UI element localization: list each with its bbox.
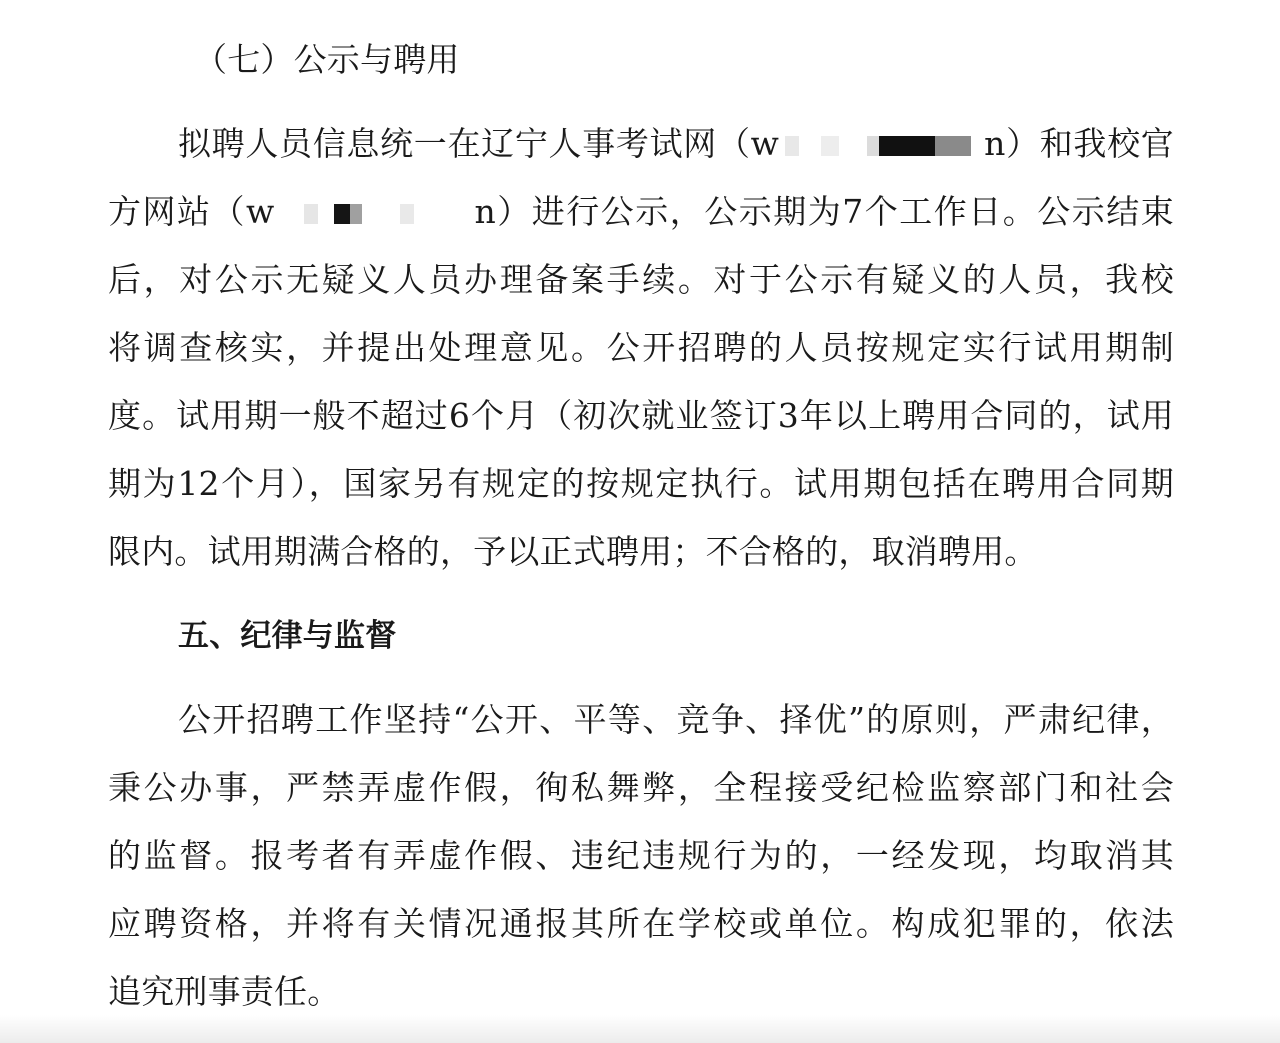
paragraph-1-line-1: 拟聘人员信息统一在辽宁人事考试网（w n）和我校官 (178, 124, 1175, 163)
paragraph-1-line-6: 期为12个月），国家另有规定的按规定执行。试用期包括在聘用合同期 (108, 464, 1174, 503)
paragraph-1-line-3: 后，对公示无疑义人员办理备案手续。对于公示有疑义的人员，我校 (108, 260, 1174, 299)
bottom-edge-shadow (0, 1015, 1280, 1043)
redacted-url-1: w n (750, 124, 1006, 163)
paragraph-2-line-2: 秉公办事，严禁弄虚作假，徇私舞弊，全程接受纪检监察部门和社会 (108, 768, 1174, 807)
section-subtitle: （七）公示与聘用 (194, 40, 460, 79)
paragraph-2-line-3: 的监督。报考者有弄虚作假、违纪违规行为的，一经发现，均取消其 (108, 836, 1174, 875)
paragraph-1-line-7: 限内。试用期满合格的，予以正式聘用；不合格的，取消聘用。 (108, 532, 1038, 571)
paragraph-2-line-4: 应聘资格，并将有关情况通报其所在学校或单位。构成犯罪的，依法 (108, 904, 1174, 943)
redaction-block (274, 204, 474, 224)
paragraph-1-line-4: 将调查核实，并提出处理意见。公开招聘的人员按规定实行试用期制 (108, 328, 1174, 367)
paragraph-1-line-2: 方网站（w n）进行公示，公示期为7个工作日。公示结束 (108, 192, 1174, 231)
paragraph-2-line-1: 公开招聘工作坚持“公开、平等、竞争、择优”的原则，严肃纪律， (178, 700, 1174, 739)
paragraph-2-line-5: 追究刑事责任。 (108, 972, 341, 1011)
redacted-url-2: w n (246, 192, 496, 231)
paragraph-1-line-5: 度。试用期一般不超过6个月（初次就业签订3年以上聘用合同的，试用 (108, 396, 1174, 435)
redaction-block (779, 136, 984, 156)
section-heading: 五、纪律与监督 (178, 618, 397, 654)
